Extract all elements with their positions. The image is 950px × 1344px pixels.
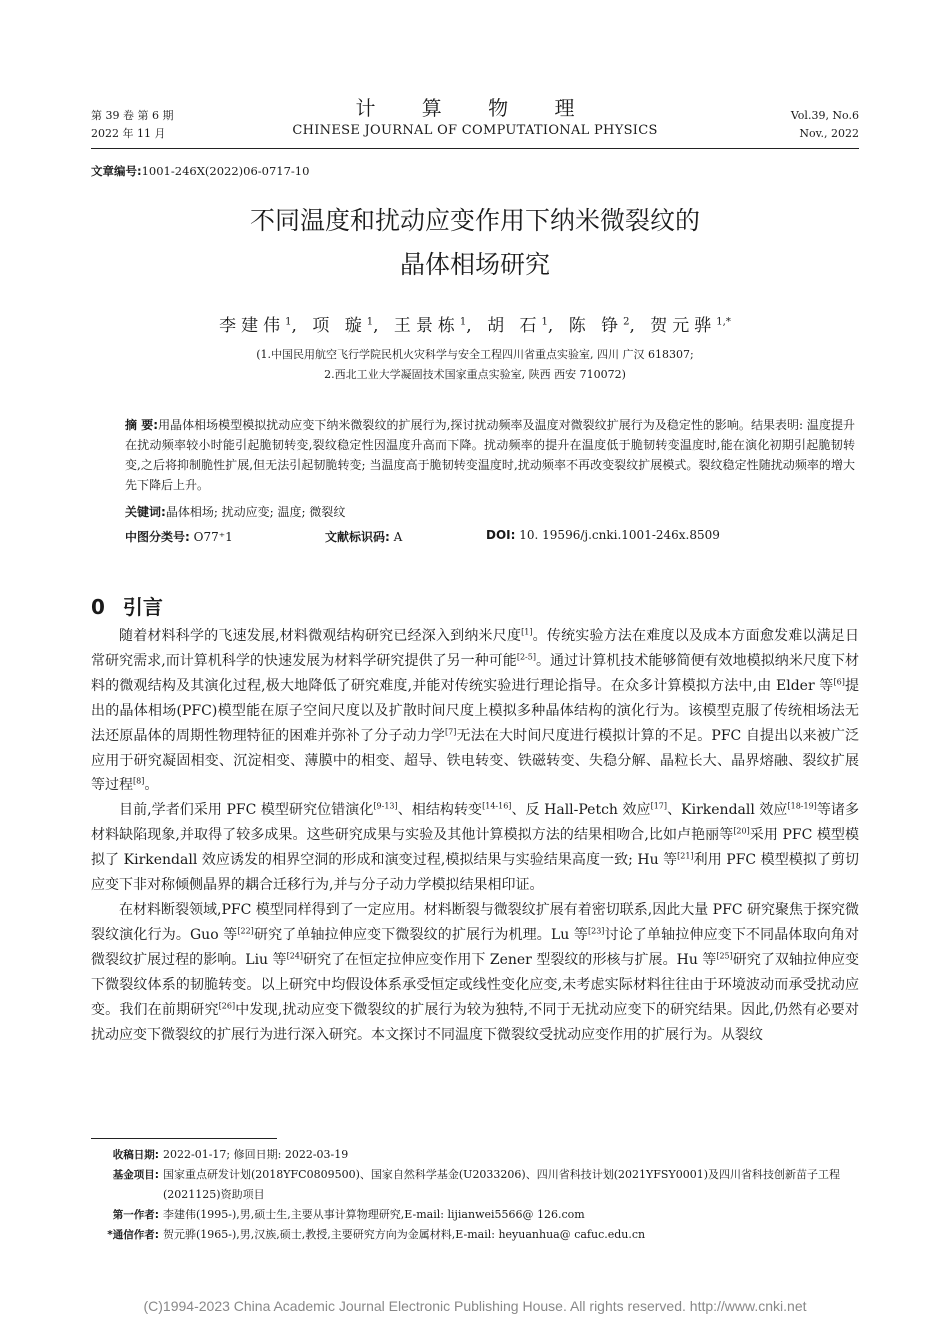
abstract-text: 用晶体相场模型模拟扰动应变下纳米微裂纹的扩展行为,探讨扰动频率及温度对微裂纹扩展行为及稳定性的影响。结果表明: 温度提升在扰动频率较小时能引起脆韧转变,裂纹稳定性因温度升高而下降。扰动频率的提升在温度低于脆韧转变温度时,能在演化初期引起脆韧转变,之后将抑制脆性扩展,但无法引起韧脆转变; 当温度高于脆韧转变温度时,扰动频率不再改变裂纹扩展模式。裂纹稳定性随扰动频率的增大先下降后上升。 bbox=[125, 418, 855, 492]
footnote-rule bbox=[91, 1138, 277, 1139]
text-run: 随着材料科学的飞速发展,材料微观结构研究已经深入到纳米尺度 bbox=[119, 628, 522, 644]
citation: [23] bbox=[588, 926, 605, 936]
footnote-label: 第一作者: bbox=[112, 1209, 159, 1221]
footnote-text: 李建伟(1995-),男,硕士生,主要从事计算物理研究,E-mail: lijianwei5566@ 126.com bbox=[163, 1208, 585, 1221]
text-run: 。通过计算机技术能够简便有效地模拟纳米尺度下材料的微观结构及其演化过程,极大地降低了研究难度,并能对传统实验进行理论指导。在众多计算模拟方法中,由 Elder 等 bbox=[91, 652, 859, 694]
date-cn: 2022 年 11 月 bbox=[91, 127, 166, 140]
text-run: 研究了双轴拉伸应变下微裂纹体系的韧脆转变。以上研究中均假设体系承受恒定或线性变化应变,未考虑实际材料往往由于环境波动而承受扰动应变。我们在前期研究 bbox=[91, 951, 860, 1018]
date-en: Nov., 2022 bbox=[799, 127, 859, 140]
title-line-1: 不同温度和扰动应变作用下纳米微裂纹的 bbox=[249, 206, 700, 235]
text-run: 、反 Hall-Petch 效应 bbox=[511, 802, 651, 819]
footnote-text: 2022-01-17; 修回日期: 2022-03-19 bbox=[163, 1148, 349, 1161]
footnote-text: 贺元骅(1965-),男,汉族,硕士,教授,主要研究方向为金属材料,E-mail: heyuanhua@ cafuc.edu.cn bbox=[163, 1228, 646, 1241]
section-title: 引言 bbox=[122, 595, 163, 619]
citation: [17] bbox=[650, 801, 668, 811]
footnote-funding bbox=[91, 1165, 859, 1205]
doi-label: DOI: bbox=[486, 528, 516, 542]
doi-cell bbox=[486, 528, 720, 542]
text-run: 在材料断裂领域,PFC 模型同样得到了一定应用。材料断裂与微裂纹扩展有着密切联系,因此大量 PFC 研究聚焦于探究微裂纹演化行为。Guo 等 bbox=[91, 901, 859, 943]
author-name: 李建伟 bbox=[219, 316, 286, 336]
footnote-corresponding bbox=[91, 1225, 859, 1245]
footnote-label: 收稿日期: bbox=[112, 1149, 159, 1161]
text-run: 目前,学者们采用 PFC 模型研究位错演化 bbox=[119, 802, 374, 819]
text-run: 、相结构转变 bbox=[397, 802, 483, 819]
citation: [20] bbox=[733, 826, 750, 836]
text-run: 采用 PFC 模型模拟了 Kirkendall 效应诱发的相界空洞的形成和演变过程,模拟结果与实验结果高度一致; Hu 等 bbox=[91, 827, 859, 869]
header-left bbox=[91, 107, 173, 143]
journal-name-en: CHINESE JOURNAL OF COMPUTATIONAL PHYSICS bbox=[292, 123, 658, 138]
volume-issue-cn: 第 39 卷 第 6 期 bbox=[91, 109, 174, 122]
journal-name-cn: 计 算 物 理 bbox=[355, 96, 595, 120]
copyright-watermark: (C)1994-2023 China Academic Journal Electronic Publishing House. All rights reserved. http://www.cnki.net bbox=[143, 1298, 807, 1314]
citation: [21] bbox=[677, 851, 694, 861]
text-run: 提出的晶体相场(PFC)模型能在原子空间尺度以及扩散时间尺度上模拟多种晶体结构的演化行为。该模型克服了传统相场法无法还原晶体的周期性物理特征的困难并弥补了分子动力学 bbox=[91, 677, 860, 744]
footnote-dates bbox=[91, 1145, 859, 1165]
author-name: 贺元骅 bbox=[650, 316, 717, 336]
author-list: 李建伟$^1$, 项 璇$^1$, 王景栋$^1$, 胡 石$^1$, 陈 铮$^2$, 贺元骅$^{1,*}$ bbox=[219, 316, 731, 336]
abstract bbox=[125, 415, 855, 495]
author-affil-mark: 1 bbox=[285, 316, 292, 328]
affiliation-2: 2.西北工业大学凝固技术国家重点实验室, 陕西 西安 710072) bbox=[324, 368, 626, 381]
title-line-2: 晶体相场研究 bbox=[399, 250, 550, 279]
header-center bbox=[260, 95, 690, 141]
footnote-label: *通信作者: bbox=[107, 1229, 159, 1241]
paragraph-3 bbox=[91, 898, 859, 1047]
doc-code-cell bbox=[325, 528, 402, 545]
citation: [14-16] bbox=[482, 801, 512, 811]
author-name: 王景栋 bbox=[393, 316, 460, 336]
author-affil-mark: 1 bbox=[541, 316, 548, 328]
abstract-label: 摘 要: bbox=[125, 418, 159, 432]
author-name: 胡 石 bbox=[487, 316, 542, 336]
article-number-value: 1001-246X(2022)06-0717-10 bbox=[141, 164, 310, 178]
affiliation-1: (1.中国民用航空飞行学院民机火灾科学与安全工程四川省重点实验室, 四川 广汉 618307; bbox=[256, 348, 694, 361]
header-rule bbox=[91, 148, 859, 149]
paper-title bbox=[91, 199, 859, 287]
keywords bbox=[125, 503, 345, 520]
citation: [25] bbox=[716, 951, 733, 961]
section-heading bbox=[91, 591, 163, 620]
clc-value: O77⁺1 bbox=[193, 530, 233, 544]
keywords-label: 关键词: bbox=[125, 505, 166, 519]
author-affil-mark: 1 bbox=[459, 316, 467, 328]
author-affil-mark: 1 bbox=[366, 316, 374, 328]
citation: [7] bbox=[445, 726, 457, 736]
text-run: 讨论了单轴拉伸应变下不同晶体取向角对微裂纹扩展过程的影响。Liu 等 bbox=[91, 926, 859, 968]
volume-issue-en: Vol.39, No.6 bbox=[790, 109, 859, 122]
article-number-label: 文章编号: bbox=[91, 164, 142, 178]
citation: [6] bbox=[833, 677, 845, 687]
doc-code-value: A bbox=[393, 530, 403, 544]
text-run: 研究了单轴拉伸应变下微裂纹的扩展行为机理。Lu 等 bbox=[253, 926, 588, 943]
text-run: 。传统实验方法在难度以及成本方面愈发难以满足日常研究需求,而计算机科学的快速发展为材料学研究提供了另一种可能 bbox=[91, 628, 859, 669]
text-run: 中发现,扰动应变下微裂纹的扩展行为较为独特,不同于无扰动应变下的研究结果。因此,仍然有必要对扰动应变下微裂纹的扩展行为进行深入研究。本文探讨不同温度下微裂纹受扰动应变作用的扩展行为。从裂纹 bbox=[91, 1001, 859, 1043]
citation: [2-5] bbox=[516, 652, 536, 662]
keywords-text: 晶体相场; 扰动应变; 温度; 微裂纹 bbox=[165, 505, 346, 519]
citation: [22] bbox=[237, 926, 254, 936]
citation: [18-19] bbox=[787, 801, 817, 811]
doi-value: 10. 19596/j.cnki.1001-246x.8509 bbox=[519, 528, 720, 542]
citation: [8] bbox=[133, 776, 145, 786]
doc-code-label: 文献标识码: bbox=[325, 530, 390, 544]
author-name: 项 璇 bbox=[312, 316, 367, 336]
footnote-text: 国家重点研发计划(2018YFC0809500)、国家自然科学基金(U2033206)、四川省科技计划(2021YFSY0001)及四川省科技创新苗子工程(2021125)资助项目 bbox=[163, 1168, 840, 1201]
header-right bbox=[791, 107, 859, 143]
section-number: 0 bbox=[91, 595, 105, 619]
paragraph-2 bbox=[91, 798, 859, 898]
text-run: 无法在大时间尺度进行模拟计算的不足。PFC 自提出以来被广泛应用于研究凝固相变、沉淀相变、薄膜中的相变、超导、铁电转变、铁磁转变、失稳分解、晶粒长大、晶界熔融、裂纹扩展等过程 bbox=[91, 727, 860, 794]
citation: [9-13] bbox=[373, 801, 398, 811]
paragraph-1 bbox=[91, 624, 859, 798]
footnote-label: 基金项目: bbox=[112, 1169, 159, 1181]
citation: [26] bbox=[218, 1000, 236, 1010]
citation: [1] bbox=[521, 627, 533, 637]
author-name: 陈 铮 bbox=[568, 316, 624, 336]
text-run: 研究了在恒定拉伸应变作用下 Zener 型裂纹的形核与扩展。Hu 等 bbox=[303, 951, 717, 968]
clc-cell bbox=[125, 528, 233, 545]
affiliations bbox=[91, 345, 859, 385]
footnote-first-author bbox=[91, 1205, 859, 1225]
text-run: 等诸多材料缺陷现象,并取得了较多成果。这些研究成果与实验及其他计算模拟方法的结果相吻合,比如卢艳丽等 bbox=[91, 802, 859, 844]
author-affil-mark: 2 bbox=[623, 316, 630, 328]
text-run: 、Kirkendall 效应 bbox=[667, 802, 788, 819]
article-number bbox=[91, 163, 309, 179]
text-run: 利用 PFC 模型模拟了剪切应变下非对称倾侧晶界的耦合迁移行为,并与分子动力学模拟结果相印证。 bbox=[91, 852, 860, 894]
body-text bbox=[91, 624, 859, 1047]
footnotes bbox=[91, 1145, 859, 1245]
text-run: 。 bbox=[144, 777, 159, 794]
author-affil-mark: 1,* bbox=[716, 316, 731, 328]
clc-label: 中图分类号: bbox=[125, 530, 190, 544]
citation: [24] bbox=[286, 951, 304, 961]
